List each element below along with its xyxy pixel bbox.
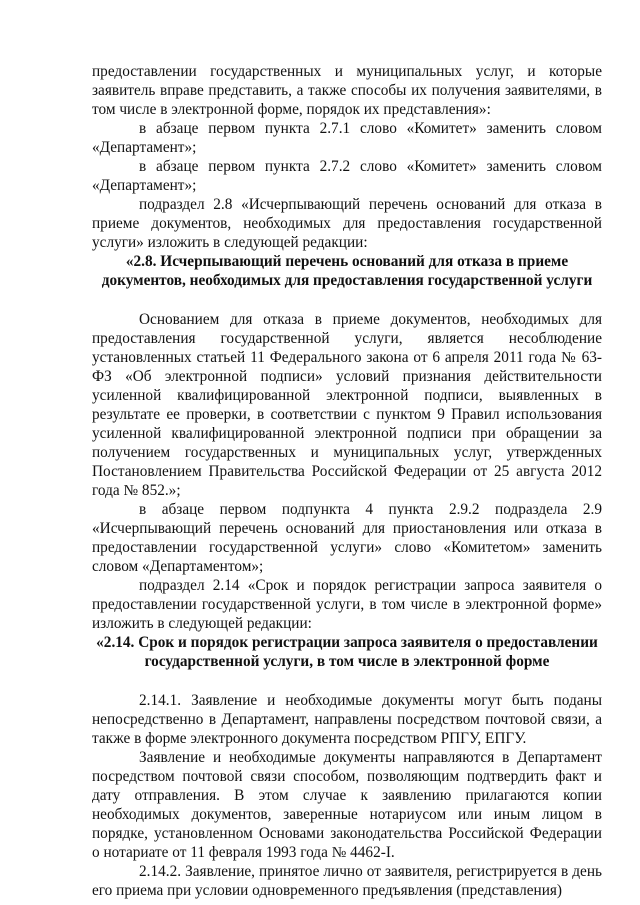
section-heading: «2.14. Срок и порядок регистрации запроса заявителя о предоставлении государственной услуги, в том числе в электронной форме bbox=[96, 634, 598, 670]
paragraph: в абзаце первом пункта 2.7.2 слово «Комитет» заменить словом «Департамент»; bbox=[92, 158, 602, 194]
paragraph: Основанием для отказа в приеме документов, необходимых для предоставления государственной услуги, является несоблюдение установленных статьей 11 Федерального закона от 6 апреля 2011 года № 63-ФЗ «Об электронной подписи» условий признания действительности усиленной квалифицированной электронной подписи, выявленных в результате ее проверки, в соответствии с пунктом 9 Правил использования усиленной квалифицированной электронной подписи при обращении за получением государственных и муниципальных услуг, утвержденных Постановлением Правительства Российской Федерации от 25 августа 2012 года № 852.»; bbox=[92, 311, 602, 499]
paragraph: в абзаце первом пункта 2.7.1 слово «Комитет» заменить словом «Департамент»; bbox=[92, 120, 602, 156]
paragraph: в абзаце первом подпункта 4 пункта 2.9.2 подраздела 2.9 «Исчерпывающий перечень оснований для приостановления или отказа в предоставлении государственной услуги» слово «Комитетом» заменить словом «Департаментом»; bbox=[92, 501, 602, 575]
spacer bbox=[92, 671, 602, 691]
paragraph: подраздел 2.8 «Исчерпывающий перечень оснований для отказа в приеме документов, необходимых для предоставления государственной услуги» изложить в следующей редакции: bbox=[92, 196, 602, 251]
paragraph: 2.14.2. Заявление, принятое лично от заявителя, регистрируется в день его приема при условии одновременного предъявления (представления) bbox=[92, 863, 602, 899]
paragraph: предоставлении государственных и муниципальных услуг, и которые заявитель вправе представить, а также способы их получения заявителями, в том числе в электронной форме, порядок их представления»: bbox=[92, 63, 602, 118]
paragraph: подраздел 2.14 «Срок и порядок регистрации запроса заявителя о предоставлении государственной услуги, в том числе в электронной форме» изложить в следующей редакции: bbox=[92, 577, 602, 632]
paragraph: Заявление и необходимые документы направляются в Департамент посредством почтовой связи способом, позволяющим подтвердить факт и дату отправления. В этом случае к заявлению прилагаются копии необходимых документов, заверенные нотариусом или иным лицом в порядке, установленном Основами законодательства Российской Федерации о нотариате от 11 февраля 1993 года № 4462-I. bbox=[92, 749, 602, 861]
spacer bbox=[92, 290, 602, 310]
section-heading: «2.8. Исчерпывающий перечень оснований для отказа в приеме документов, необходимых для предоставления государственной услуги bbox=[101, 253, 593, 289]
document-page bbox=[92, 62, 602, 900]
paragraph: 2.14.1. Заявление и необходимые документы могут быть поданы непосредственно в Департамент, направлены посредством почтовой связи, а также в форме электронного документа посредством РПГУ, ЕПГУ. bbox=[92, 692, 602, 747]
